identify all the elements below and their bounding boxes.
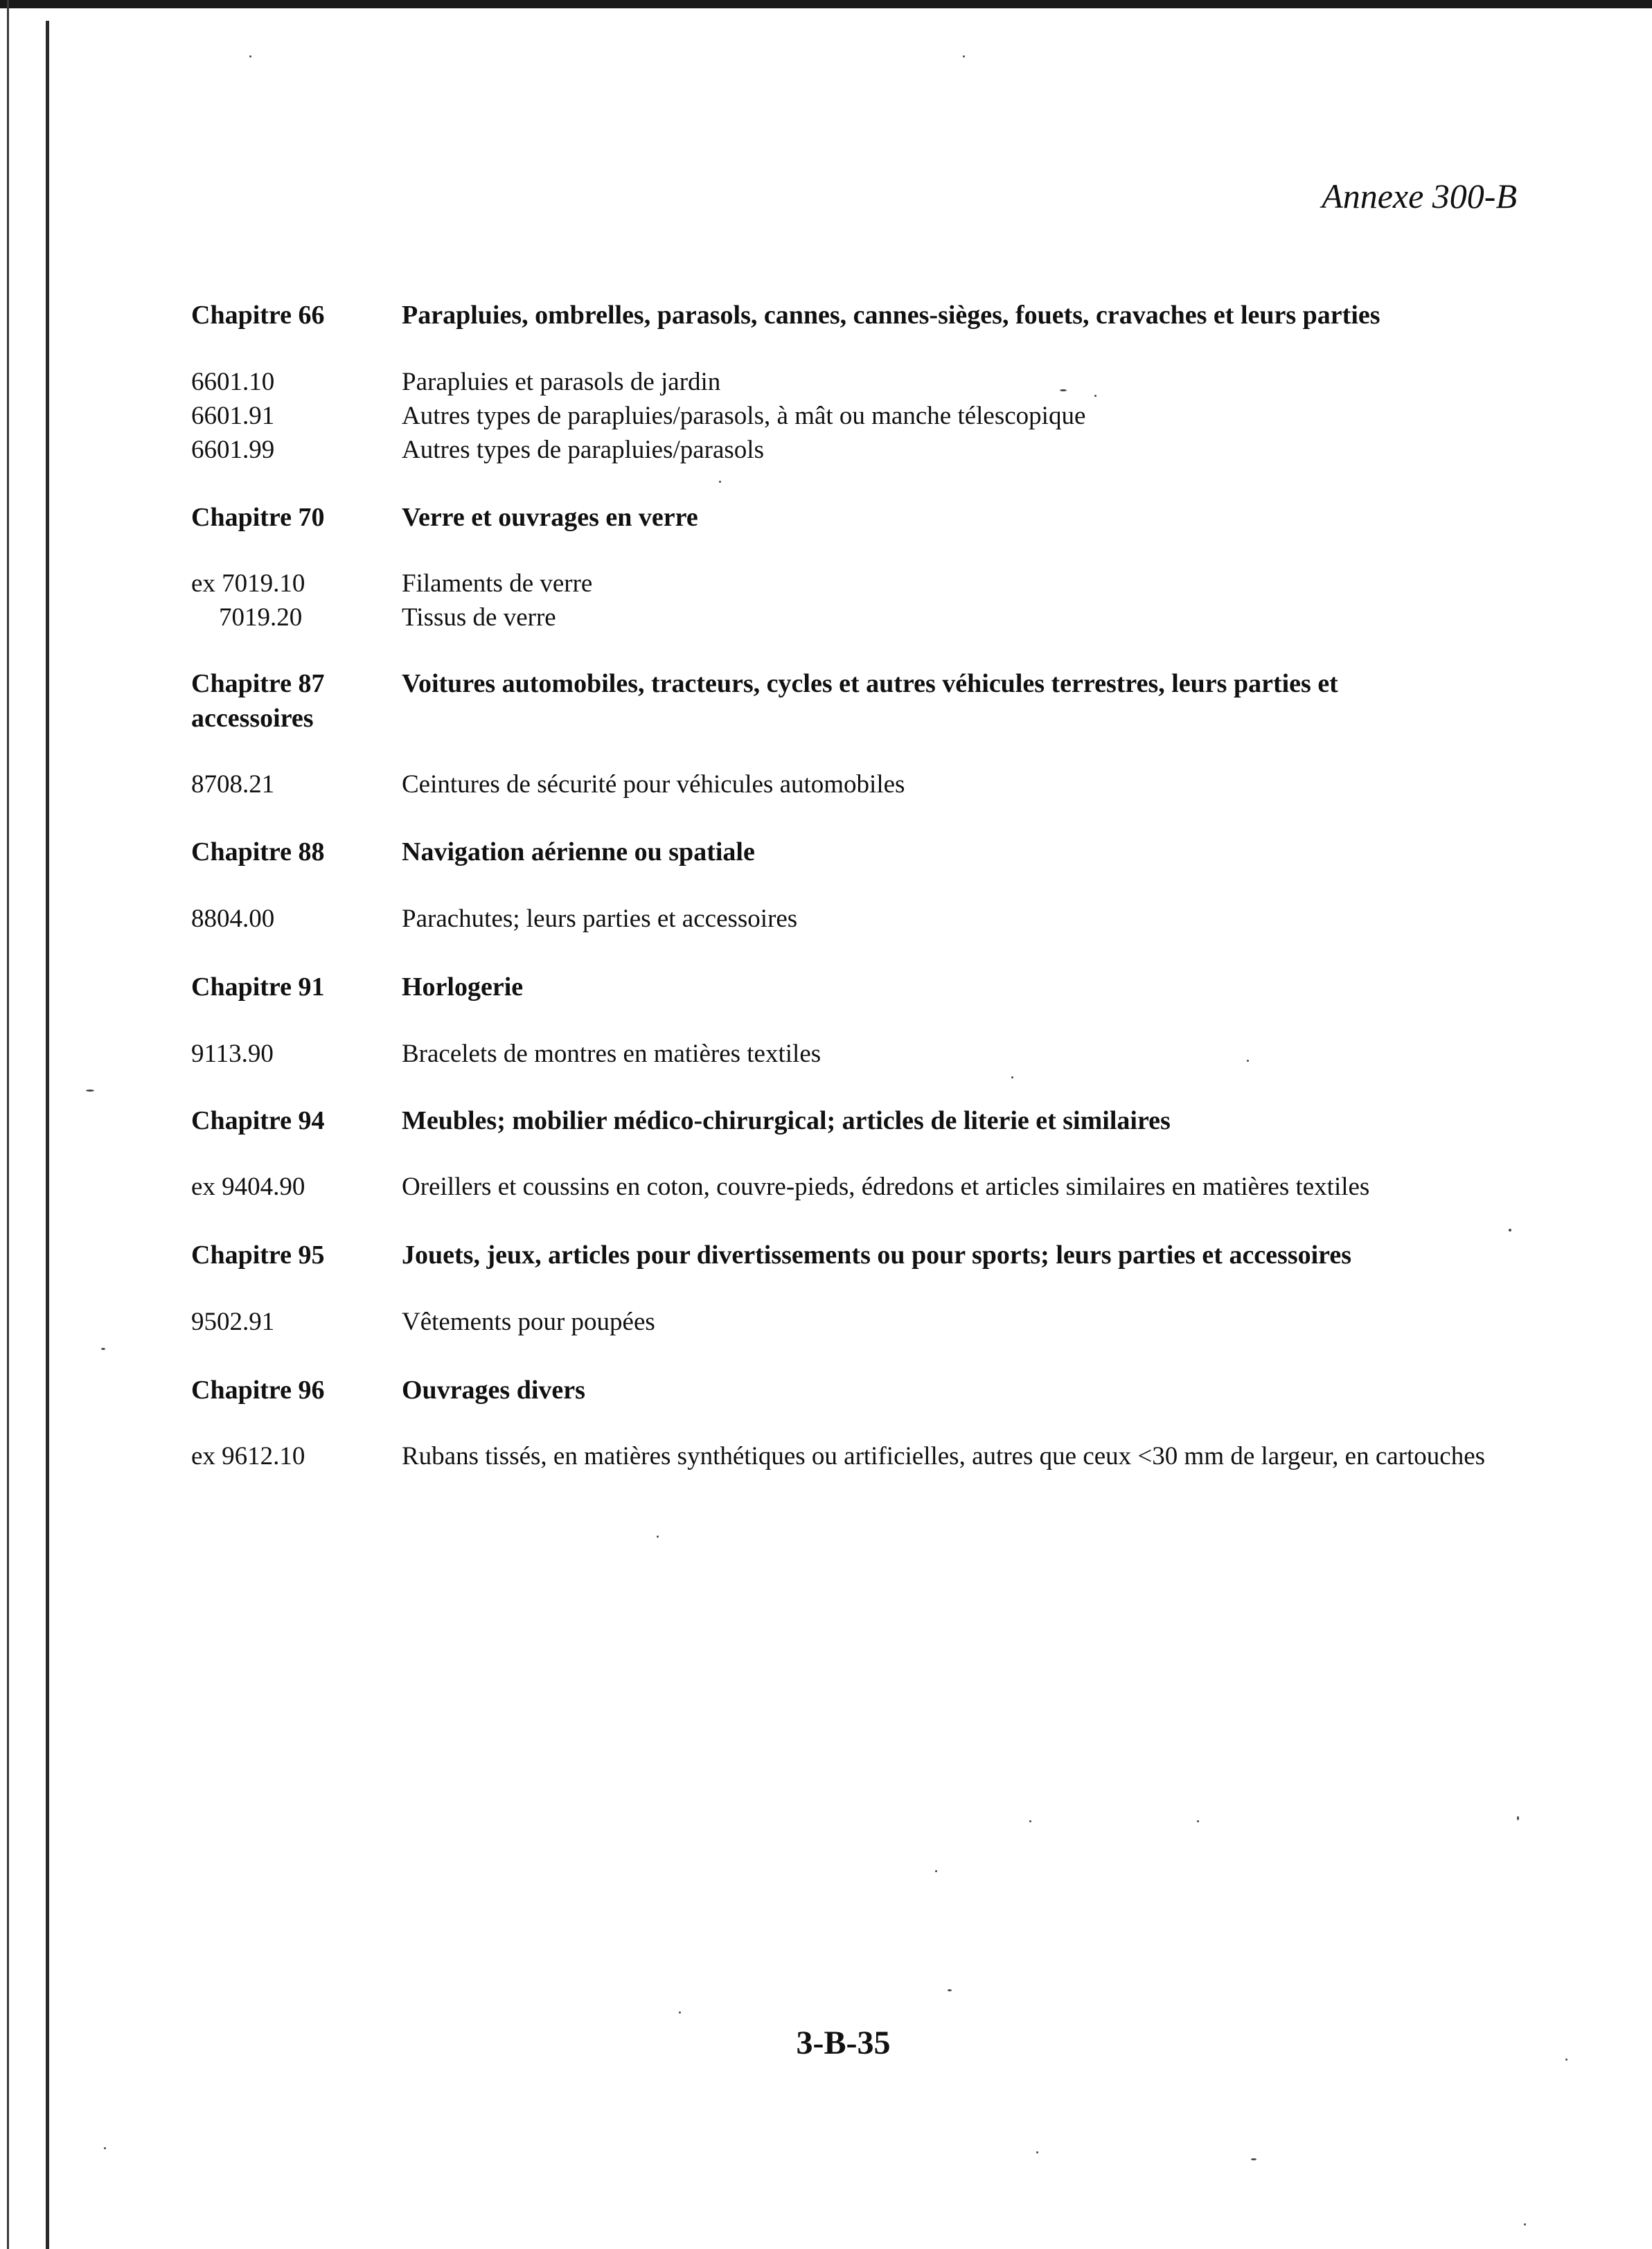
chapter-title: Jouets, jeux, articles pour divertissements ou pour sports; leurs parties et accessoires bbox=[402, 1241, 1352, 1270]
scan-speck bbox=[1517, 1816, 1519, 1820]
chapter-title: Verre et ouvrages en verre bbox=[402, 503, 698, 532]
tariff-description: Filaments de verre bbox=[402, 569, 593, 598]
annex-title: Annexe 300-B bbox=[1322, 177, 1517, 215]
chapter-code: Chapitre 87 bbox=[191, 669, 325, 698]
scan-speck bbox=[1509, 1229, 1511, 1232]
chapter-code: Chapitre 91 bbox=[191, 972, 325, 1002]
scan-speck bbox=[1011, 1076, 1013, 1078]
tariff-code: ex 7019.10 bbox=[191, 569, 305, 598]
scan-speck bbox=[963, 55, 965, 57]
chapter-code: Chapitre 66 bbox=[191, 301, 325, 330]
tariff-code: ex 9404.90 bbox=[191, 1173, 305, 1201]
scan-left-edge bbox=[7, 0, 9, 2249]
scan-speck bbox=[1060, 389, 1067, 391]
chapter-title: Navigation aérienne ou spatiale bbox=[402, 837, 755, 866]
tariff-description: Autres types de parapluies/parasols, à mât ou manche télescopique bbox=[402, 402, 1086, 430]
tariff-description: Oreillers et coussins en coton, couvre-pieds, édredons et articles similaires en matières textiles bbox=[402, 1173, 1370, 1201]
scan-speck bbox=[948, 1989, 952, 1991]
tariff-code: 7019.20 bbox=[219, 603, 303, 632]
chapter-title: Meubles; mobilier médico-chirurgical; articles de literie et similaires bbox=[402, 1106, 1171, 1135]
scan-speck bbox=[719, 481, 721, 483]
scan-speck bbox=[935, 1870, 937, 1872]
scan-speck bbox=[1524, 2223, 1526, 2225]
binding-line bbox=[46, 21, 49, 2249]
chapter-code: Chapitre 70 bbox=[191, 503, 325, 532]
chapter-code: Chapitre 96 bbox=[191, 1376, 325, 1405]
tariff-code: 8804.00 bbox=[191, 905, 275, 933]
scan-speck bbox=[86, 1090, 94, 1092]
tariff-code: 9113.90 bbox=[191, 1040, 274, 1068]
tariff-code: ex 9612.10 bbox=[191, 1442, 305, 1470]
scan-speck bbox=[1197, 1820, 1199, 1822]
tariff-description: Parachutes; leurs parties et accessoires bbox=[402, 905, 798, 933]
scan-speck bbox=[1565, 2059, 1567, 2061]
chapter-title-continuation: accessoires bbox=[191, 704, 314, 733]
scan-speck bbox=[1029, 1820, 1031, 1822]
chapter-code: Chapitre 94 bbox=[191, 1106, 325, 1135]
tariff-description: Tissus de verre bbox=[402, 603, 556, 632]
tariff-description: Bracelets de montres en matières textiles bbox=[402, 1040, 821, 1068]
tariff-code: 6601.10 bbox=[191, 368, 275, 396]
tariff-description: Rubans tissés, en matières synthétiques ou artificielles, autres que ceux <30 mm de largeur, en cartouches bbox=[402, 1442, 1486, 1470]
scan-speck bbox=[657, 1536, 659, 1538]
page-number: 3-B-35 bbox=[796, 2025, 891, 2061]
chapter-title: Parapluies, ombrelles, parasols, cannes, cannes-sièges, fouets, cravaches et leurs parties bbox=[402, 301, 1380, 330]
tariff-description: Vêtements pour poupées bbox=[402, 1308, 655, 1336]
scan-top-edge bbox=[0, 0, 1652, 8]
tariff-description: Parapluies et parasols de jardin bbox=[402, 368, 721, 396]
scan-speck bbox=[1036, 2151, 1038, 2153]
scan-speck bbox=[1251, 2158, 1256, 2160]
tariff-description: Ceintures de sécurité pour véhicules automobiles bbox=[402, 770, 905, 799]
tariff-code: 8708.21 bbox=[191, 770, 275, 799]
chapter-code: Chapitre 95 bbox=[191, 1241, 325, 1270]
tariff-code: 6601.99 bbox=[191, 436, 275, 464]
scan-speck bbox=[101, 1348, 105, 1350]
scan-speck bbox=[104, 2147, 106, 2149]
chapter-title: Horlogerie bbox=[402, 972, 524, 1002]
scan-speck bbox=[679, 2011, 681, 2014]
tariff-description: Autres types de parapluies/parasols bbox=[402, 436, 764, 464]
tariff-code: 6601.91 bbox=[191, 402, 275, 430]
scan-speck bbox=[1247, 1060, 1249, 1062]
chapter-title: Ouvrages divers bbox=[402, 1376, 585, 1405]
chapter-title: Voitures automobiles, tracteurs, cycles et autres véhicules terrestres, leurs parties et bbox=[402, 669, 1338, 698]
scan-speck bbox=[249, 55, 251, 57]
scan-speck bbox=[1094, 395, 1096, 397]
tariff-code: 9502.91 bbox=[191, 1308, 275, 1336]
chapter-code: Chapitre 88 bbox=[191, 837, 325, 866]
